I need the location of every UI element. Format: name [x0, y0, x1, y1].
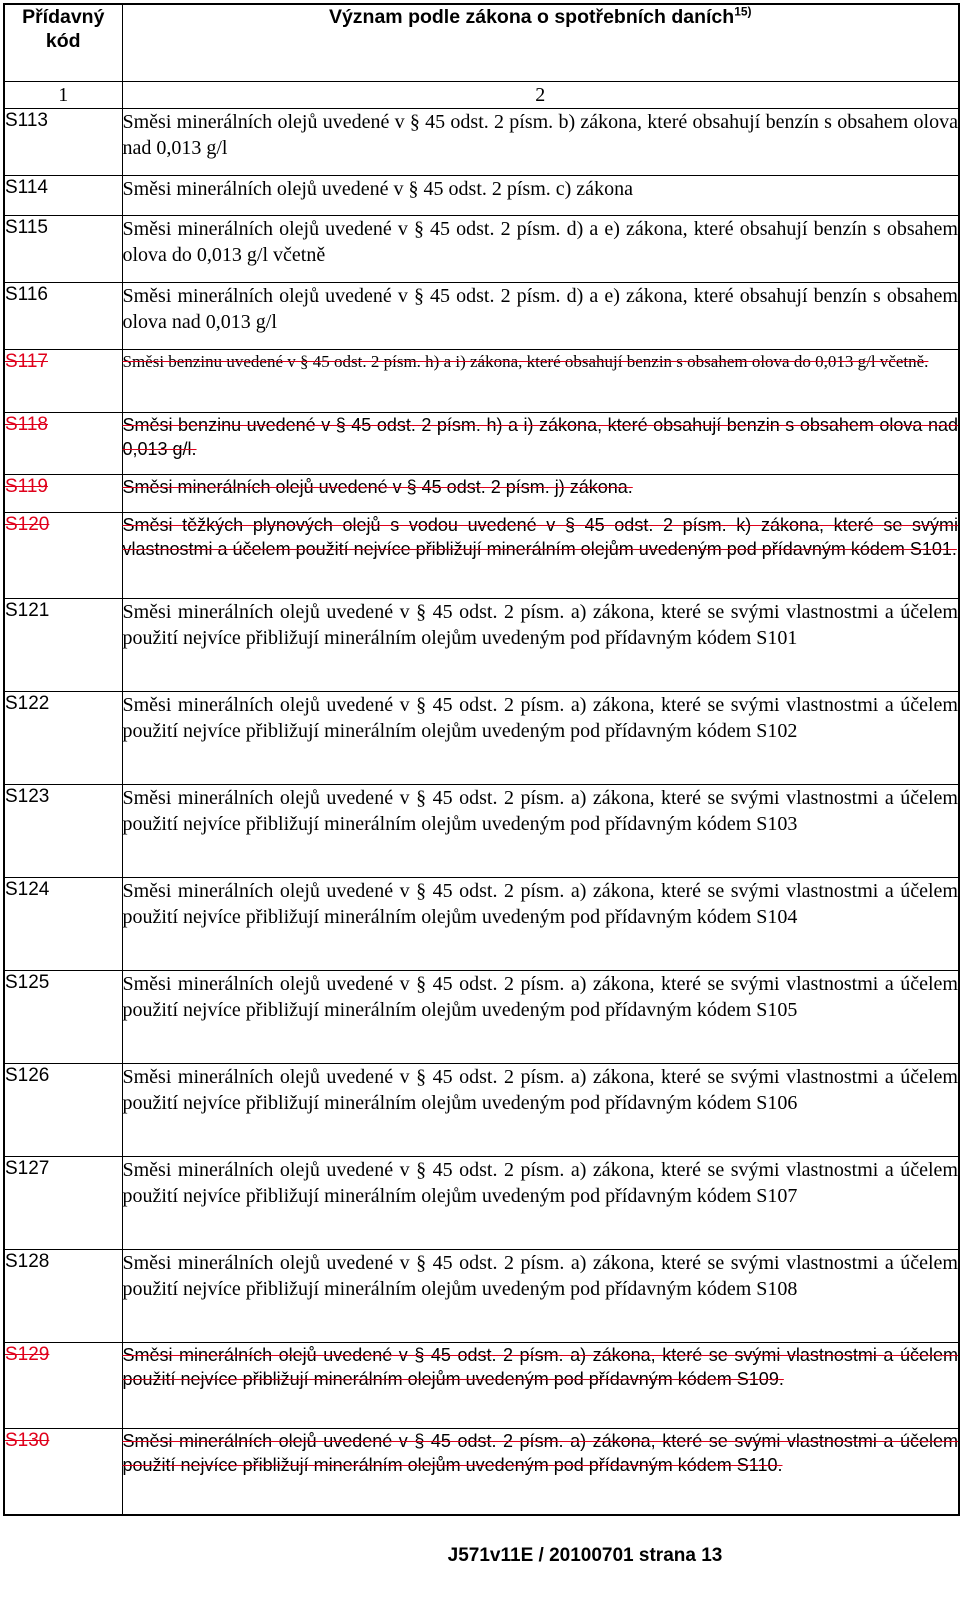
row-description: Směsi minerálních olejů uvedené v § 45 odst. 2 písm. a) zákona, které se svými vlastnostmi a účelem použití nejvíce přibližují minerálním olejům uvedeným pod přídavným kódem S105 — [122, 971, 959, 1064]
row-description: Směsi minerálních olejů uvedené v § 45 odst. 2 písm. c) zákona — [122, 176, 959, 216]
row-code: S116 — [4, 283, 122, 350]
row-code: S114 — [4, 176, 122, 216]
row-code: S122 — [4, 692, 122, 785]
row-code: S130 — [4, 1429, 122, 1515]
row-description: Směsi benzinu uvedené v § 45 odst. 2 písm. h) a i) zákona, které obsahují benzin s obsahem olova do 0,013 g/l včetně. — [122, 350, 959, 413]
row-description: Směsi minerálních olejů uvedené v § 45 odst. 2 písm. a) zákona, které se svými vlastnostmi a účelem použití nejvíce přibližují minerálním olejům uvedeným pod přídavným kódem S103 — [122, 785, 959, 878]
row-code: S123 — [4, 785, 122, 878]
row-description: Směsi těžkých plynových olejů s vodou uvedené v § 45 odst. 2 písm. k) zákona, které se svými vlastnostmi a účelem použití nejvíce přibližují minerálním olejům uvedeným pod přídavným kódem S101. — [122, 513, 959, 599]
row-code: S124 — [4, 878, 122, 971]
footnote-ref: 15) — [734, 4, 752, 19]
row-code: S115 — [4, 216, 122, 283]
table-row — [4, 413, 959, 475]
table-row — [4, 1064, 959, 1157]
table-row — [4, 1429, 959, 1515]
row-code: S127 — [4, 1157, 122, 1250]
row-description: Směsi minerálních olejů uvedené v § 45 odst. 2 písm. j) zákona. — [122, 475, 959, 513]
row-description: Směsi minerálních olejů uvedené v § 45 odst. 2 písm. a) zákona, které se svými vlastnostmi a účelem použití nejvíce přibližují minerálním olejům uvedeným pod přídavným kódem S107 — [122, 1157, 959, 1250]
row-code: S120 — [4, 513, 122, 599]
table-row — [4, 692, 959, 785]
row-description: Směsi minerálních olejů uvedené v § 45 odst. 2 písm. a) zákona, které se svými vlastnostmi a účelem použití nejvíce přibližují minerálním olejům uvedeným pod přídavným kódem S108 — [122, 1250, 959, 1343]
row-description: Směsi minerálních olejů uvedené v § 45 odst. 2 písm. d) a e) zákona, které obsahují benzín s obsahem olova do 0,013 g/l včetně — [122, 216, 959, 283]
page-footer — [0, 1544, 960, 1568]
table-row — [4, 350, 959, 413]
header-meaning-label: Význam podle zákona o spotřebních daních — [328, 6, 735, 28]
table-row — [4, 878, 959, 971]
table-row — [4, 971, 959, 1064]
row-description: Směsi minerálních olejů uvedené v § 45 odst. 2 písm. a) zákona, které se svými vlastnostmi a účelem použití nejvíce přibližují minerálním olejům uvedeným pod přídavným kódem S104 — [122, 878, 959, 971]
row-code: S117 — [4, 350, 122, 413]
row-code: S125 — [4, 971, 122, 1064]
row-description: Směsi benzinu uvedené v § 45 odst. 2 písm. h) a i) zákona, které obsahují benzin s obsahem olova nad 0,013 g/l. — [122, 413, 959, 475]
table-row — [4, 109, 959, 176]
row-code: S129 — [4, 1343, 122, 1429]
table-row — [4, 283, 959, 350]
table-row — [4, 785, 959, 878]
row-code: S119 — [4, 475, 122, 513]
table-row — [4, 1250, 959, 1343]
table-row — [4, 176, 959, 216]
table-row — [4, 1157, 959, 1250]
row-description: Směsi minerálních olejů uvedené v § 45 odst. 2 písm. a) zákona, které se svými vlastnostmi a účelem použití nejvíce přibližují minerálním olejům uvedeným pod přídavným kódem S106 — [122, 1064, 959, 1157]
row-code: S128 — [4, 1250, 122, 1343]
header-code — [4, 4, 122, 82]
column-number-row — [4, 82, 959, 109]
row-description: Směsi minerálních olejů uvedené v § 45 odst. 2 písm. a) zákona, které se svými vlastnostmi a účelem použití nejvíce přibližují minerálním olejům uvedeným pod přídavným kódem S110. — [122, 1429, 959, 1515]
table-row — [4, 475, 959, 513]
row-code: S113 — [4, 109, 122, 176]
row-description: Směsi minerálních olejů uvedené v § 45 odst. 2 písm. b) zákona, které obsahují benzín s obsahem olova nad 0,013 g/l — [122, 109, 959, 176]
row-code: S126 — [4, 1064, 122, 1157]
table-row — [4, 599, 959, 692]
table-row — [4, 1343, 959, 1429]
header-code-label: Přídavný kód — [22, 6, 105, 52]
row-description: Směsi minerálních olejů uvedené v § 45 odst. 2 písm. d) a e) zákona, které obsahují benzín s obsahem olova nad 0,013 g/l — [122, 283, 959, 350]
spotrebni-dane-table — [3, 3, 960, 1516]
table-row — [4, 216, 959, 283]
row-description: Směsi minerálních olejů uvedené v § 45 odst. 2 písm. a) zákona, které se svými vlastnostmi a účelem použití nejvíce přibližují minerálním olejům uvedeným pod přídavným kódem S109. — [122, 1343, 959, 1429]
table-row — [4, 513, 959, 599]
row-code: S118 — [4, 413, 122, 475]
table-header-row — [4, 4, 959, 82]
footer-text: J571v11E / 20100701 strana 13 — [447, 1545, 723, 1566]
row-description: Směsi minerálních olejů uvedené v § 45 odst. 2 písm. a) zákona, které se svými vlastnostmi a účelem použití nejvíce přibližují minerálním olejům uvedeným pod přídavným kódem S102 — [122, 692, 959, 785]
column-number-2: 2 — [122, 82, 959, 109]
row-code: S121 — [4, 599, 122, 692]
header-meaning — [122, 4, 959, 82]
row-description: Směsi minerálních olejů uvedené v § 45 odst. 2 písm. a) zákona, které se svými vlastnostmi a účelem použití nejvíce přibližují minerálním olejům uvedeným pod přídavným kódem S101 — [122, 599, 959, 692]
column-number-1: 1 — [4, 82, 122, 109]
